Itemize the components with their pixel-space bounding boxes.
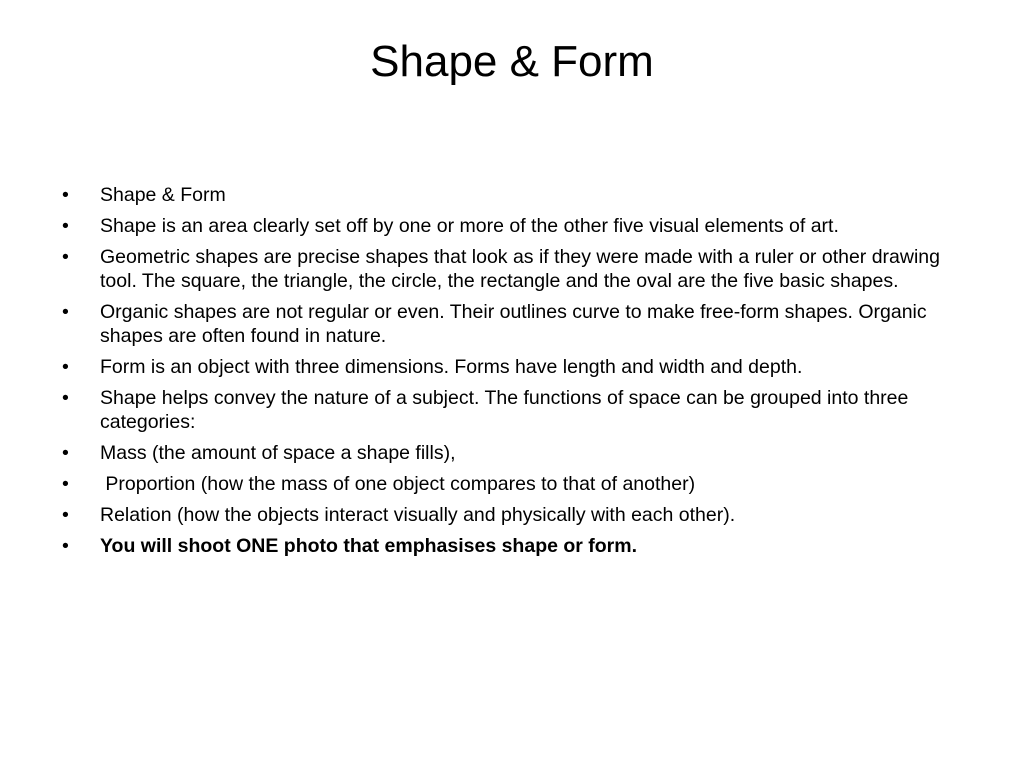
bullet-item	[62, 183, 962, 207]
slide-title: Shape & Form	[370, 37, 654, 86]
bullet-icon: •	[62, 356, 69, 378]
bullet-item	[62, 245, 962, 293]
bullet-icon: •	[62, 387, 69, 409]
bullet-text: Organic shapes are not regular or even. Their outlines curve to make free-form shapes. Organic shapes are often found in nature.	[100, 301, 927, 347]
bullet-icon: •	[62, 504, 69, 526]
bullet-item	[62, 300, 962, 348]
bullet-text: Relation (how the objects interact visually and physically with each other).	[100, 504, 736, 526]
bullet-text: Shape is an area clearly set off by one or more of the other five visual elements of art.	[100, 215, 839, 237]
bullet-text-emphasis: You will shoot ONE photo that emphasises shape or form.	[100, 535, 638, 557]
bullet-list	[62, 183, 962, 565]
bullet-item	[62, 503, 962, 527]
bullet-text: Shape & Form	[100, 184, 226, 206]
bullet-text: Geometric shapes are precise shapes that look as if they were made with a ruler or other drawing tool. The square, the triangle, the circle, the rectangle and the oval are the five basic shapes.	[100, 246, 940, 292]
bullet-item	[62, 355, 962, 379]
bullet-text: Proportion (how the mass of one object compares to that of another)	[100, 473, 696, 495]
bullet-text: Shape helps convey the nature of a subject. The functions of space can be grouped into three categories:	[100, 387, 909, 433]
bullet-icon: •	[62, 301, 69, 323]
bullet-text: Form is an object with three dimensions. Forms have length and width and depth.	[100, 356, 803, 378]
bullet-item	[62, 386, 962, 434]
bullet-icon: •	[62, 473, 69, 495]
bullet-icon: •	[62, 246, 69, 268]
bullet-item	[62, 214, 962, 238]
bullet-item	[62, 441, 962, 465]
bullet-item	[62, 534, 962, 558]
bullet-icon: •	[62, 442, 69, 464]
bullet-icon: •	[62, 184, 69, 206]
bullet-icon: •	[62, 535, 69, 557]
bullet-text: Mass (the amount of space a shape fills),	[100, 442, 456, 464]
bullet-icon: •	[62, 215, 69, 237]
bullet-item	[62, 472, 962, 496]
